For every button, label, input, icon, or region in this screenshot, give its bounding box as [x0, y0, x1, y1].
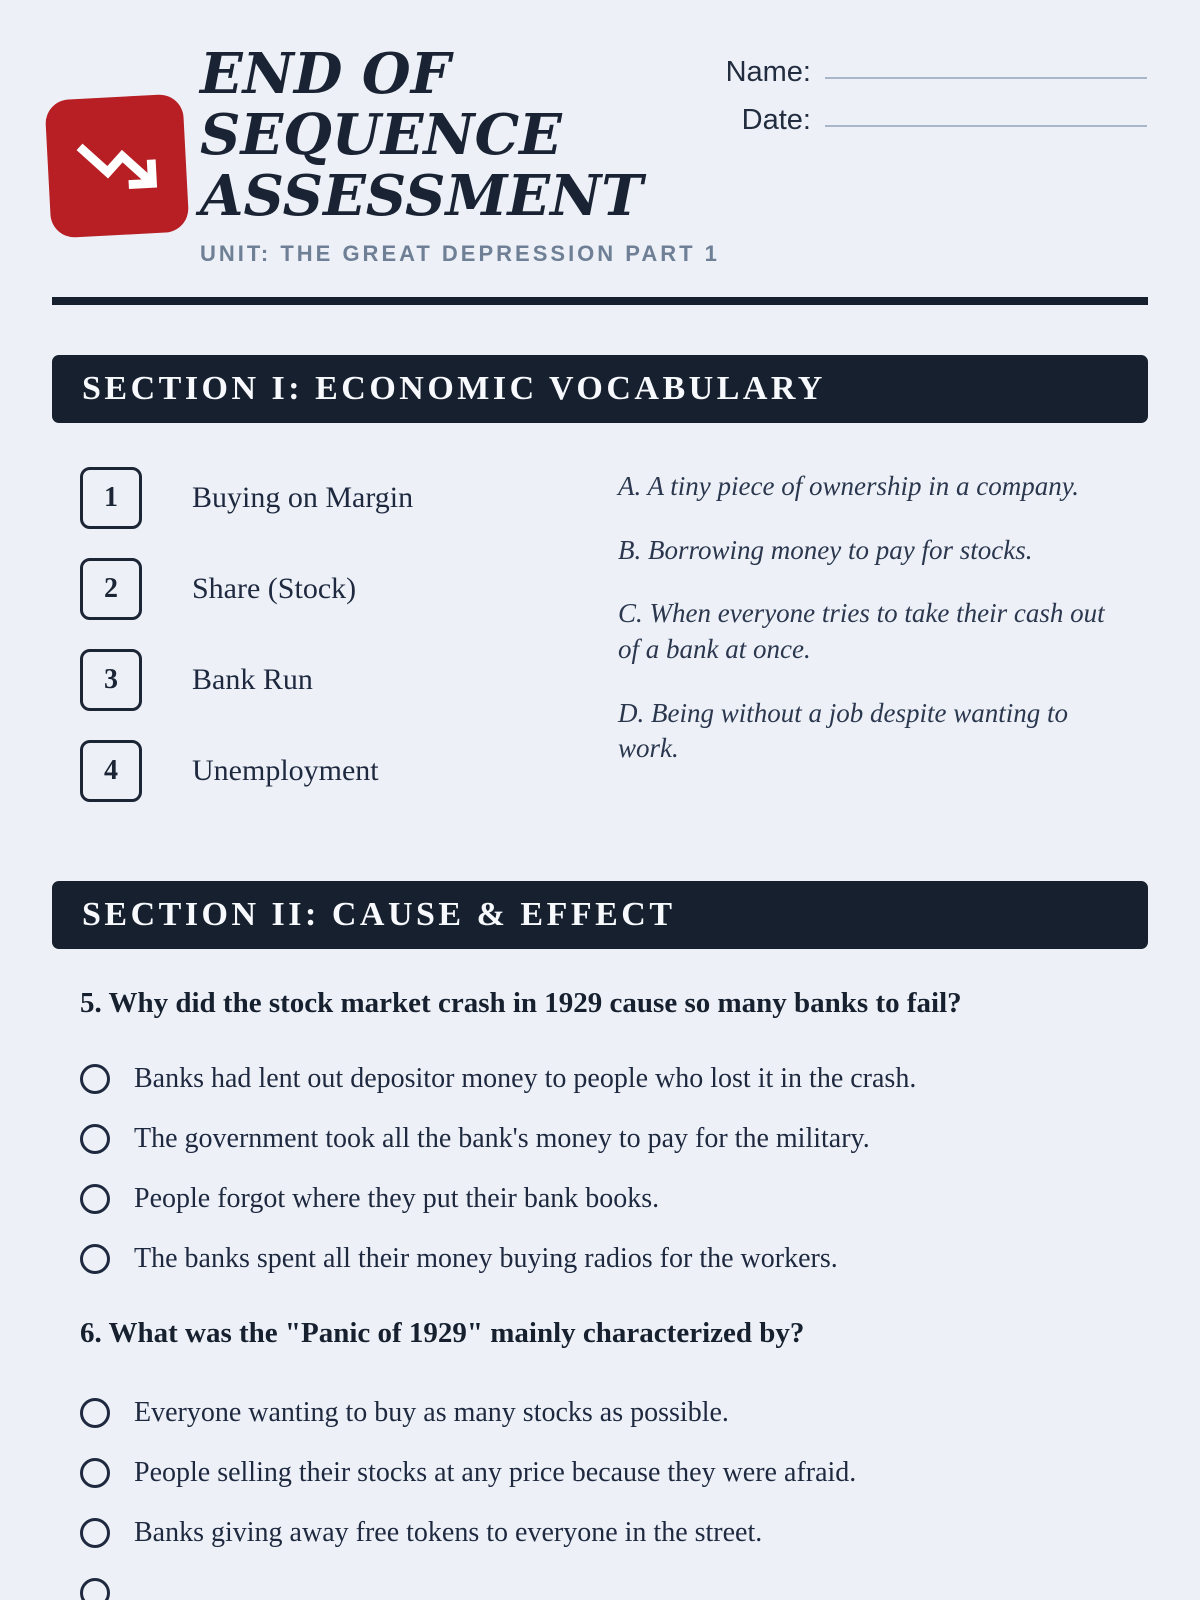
matching-term-row: [80, 740, 618, 802]
radio-button[interactable]: [80, 1398, 110, 1428]
option-row-partial: [80, 1576, 1148, 1600]
answer-box-1[interactable]: 1: [80, 467, 142, 529]
option-label: Banks giving away free tokens to everyone in the street.: [134, 1516, 763, 1548]
option-label: Everyone wanting to buy as many stocks as possible.: [134, 1396, 729, 1428]
matching-exercise: [52, 467, 1148, 831]
title-block: [200, 41, 720, 267]
option-label: The banks spent all their money buying radios for the workers.: [134, 1242, 838, 1274]
name-input-line[interactable]: [825, 77, 1147, 79]
matching-term-row: [80, 649, 618, 711]
matching-term-row: [80, 467, 618, 529]
name-row: [707, 56, 1147, 89]
title-line: ASSESSMENT: [200, 163, 643, 230]
option-label: Banks had lent out depositor money to people who lost it in the crash.: [134, 1062, 917, 1094]
term-label: Unemployment: [192, 754, 379, 787]
term-label: Share (Stock): [192, 572, 357, 605]
answer-box-4[interactable]: 4: [80, 740, 142, 802]
date-input-line[interactable]: [825, 125, 1147, 127]
section-2-title: SECTION II: CAUSE & EFFECT: [82, 896, 676, 933]
date-label: Date:: [741, 104, 811, 136]
option-row: [80, 1062, 1148, 1095]
matching-term-row: [80, 558, 618, 620]
question-5-options: [52, 1062, 1148, 1275]
unit-subtitle: UNIT: THE GREAT DEPRESSION PART 1: [200, 241, 720, 267]
page-title: [200, 41, 720, 230]
term-label: Bank Run: [192, 663, 313, 696]
matching-terms-column: [52, 467, 618, 831]
radio-button[interactable]: [80, 1458, 110, 1488]
option-label: The government took all the bank's money to pay for the military.: [134, 1122, 870, 1154]
question-6-options: [52, 1396, 1148, 1600]
header-divider: [52, 297, 1148, 305]
worksheet-body: [0, 355, 1200, 1600]
name-label: Name:: [725, 56, 811, 88]
question-6: [52, 1317, 1148, 1600]
definition-d: D. Being without a job despite wanting to work.: [618, 697, 1068, 764]
radio-button[interactable]: [80, 1184, 110, 1214]
option-label: People forgot where they put their bank books.: [134, 1182, 660, 1214]
option-row: [80, 1122, 1148, 1155]
option-row: [80, 1456, 1148, 1489]
name-date-block: [707, 56, 1147, 152]
trending-down-icon: [69, 118, 166, 215]
date-row: [707, 104, 1147, 137]
answer-box-3[interactable]: 3: [80, 649, 142, 711]
option-row: [80, 1516, 1148, 1549]
term-label: Buying on Margin: [192, 481, 414, 514]
title-line: SEQUENCE: [200, 102, 562, 169]
logo-badge: [44, 93, 189, 238]
matching-definitions-column: [618, 467, 1148, 831]
worksheet-header: [0, 0, 1200, 305]
option-label: People selling their stocks at any price because they were afraid.: [134, 1456, 857, 1488]
option-row: [80, 1396, 1148, 1429]
section-1-banner: [52, 355, 1148, 423]
definition-a: A. A tiny piece of ownership in a company.: [618, 471, 1079, 501]
radio-button[interactable]: [80, 1124, 110, 1154]
definition-c: C. When everyone tries to take their cash out of a bank at once.: [618, 598, 1105, 664]
radio-button[interactable]: [80, 1518, 110, 1548]
radio-button[interactable]: [80, 1244, 110, 1274]
option-row: [80, 1242, 1148, 1275]
section-2-banner: [52, 881, 1148, 949]
question-6-prompt: 6. What was the "Panic of 1929" mainly characterized by?: [80, 1317, 805, 1349]
question-5: [52, 987, 1148, 1275]
question-5-prompt: 5. Why did the stock market crash in 1929 cause so many banks to fail?: [80, 987, 962, 1019]
definition-b: B. Borrowing money to pay for stocks.: [618, 534, 1033, 565]
title-line: END OF: [200, 41, 451, 107]
option-row: [80, 1182, 1148, 1215]
radio-button[interactable]: [80, 1064, 110, 1094]
radio-button[interactable]: [80, 1578, 110, 1600]
answer-box-2[interactable]: 2: [80, 558, 142, 620]
section-1-title: SECTION I: ECONOMIC VOCABULARY: [82, 370, 826, 407]
